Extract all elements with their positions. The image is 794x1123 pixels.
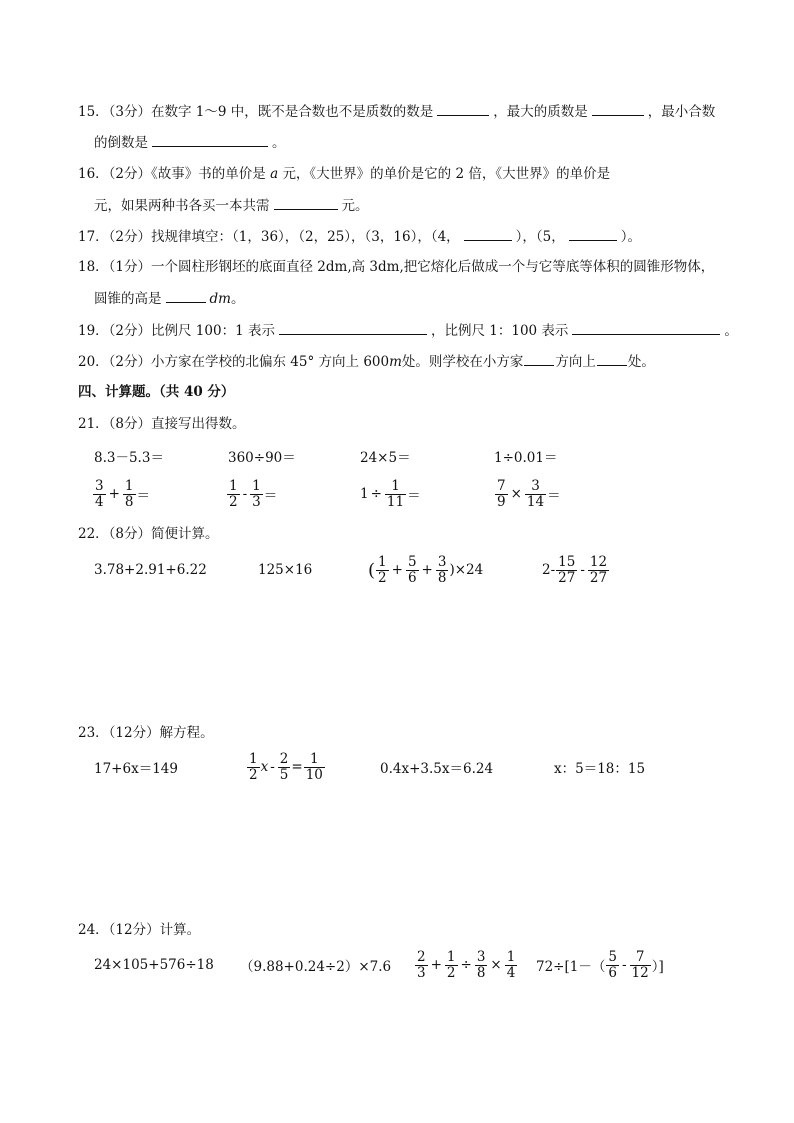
expression: 3.78+2.91+6.22 [94,562,207,578]
question-19: 19．（2分）比例尺 100：1 表示 ，比例尺 1：100 表示 。 [78,320,722,341]
question-24-title: 24．（12分）计算。 [78,922,201,938]
expression: 360÷90＝ [228,450,296,466]
fraction-expression: $\frac{1}{2}$ - $\frac{1}{3}$ ＝ [229,477,278,510]
answer-blank[interactable] [569,226,617,241]
expression: 24×105+576÷18 [94,957,214,973]
section-title: 四、计算题。（共 40 分） [78,384,235,400]
fraction-expression: ( $\frac{1}{2}$ + $\frac{5}{6}$ + $\frac{3}{8}$ )×24 [368,553,484,586]
answer-blank[interactable] [592,101,644,116]
equation: 17+6x＝149 [94,761,178,777]
answer-blank[interactable] [279,320,427,335]
equation: x：5＝18：15 [554,761,646,777]
expression: 8.3－5.3＝ [94,450,164,466]
answer-blank[interactable] [274,195,338,210]
fraction-expression: 1 ÷ $\frac{1}{11}$ ＝ [360,477,421,510]
expression: （9.88+0.24÷2）×7.6 [240,959,392,975]
q21-row-1 [0,436,794,476]
q24-row [0,945,794,985]
question-15-line2: 的倒数是 。 [94,132,722,153]
expression: 125×16 [258,562,313,578]
question-23-title: 23．（12分）解方程。 [78,725,214,741]
answer-blank[interactable] [572,320,720,335]
answer-blank[interactable] [166,288,206,303]
question-21-title: 21．（8分）直接写出得数。 [78,416,246,432]
question-15: 15．（3分）在数字 1～9 中，既不是合数也不是质数的数是 ，最大的质数是 ，最小合数 [78,101,722,122]
answer-blank[interactable] [597,351,627,366]
q23-row [0,747,794,787]
fraction-expression: $\frac{2}{3}$ + $\frac{1}{2}$ ÷ $\frac{3}{8}$ × $\frac{1}{4}$ [417,948,516,981]
expression: 1÷0.01＝ [494,450,558,466]
expression: 24×5＝ [360,450,411,466]
equation: $\frac{1}{2}$ x - $\frac{2}{5}$ = $\frac{1}{10}$ [249,750,323,783]
question-18-line2: 圆锥的高是 dm。 [94,288,722,309]
question-17: 17．（2分）找规律填空：（1，36），（2，25），（3，16），（4， ），（5， ）。 [78,226,722,247]
answer-blank[interactable] [524,351,554,366]
fraction-expression: 72÷[1－（ $\frac{5}{6}$ - $\frac{7}{12}$ ）] [536,948,664,981]
q21-row-2 [0,474,794,514]
question-20: 20．（2分）小方家在学校的北偏东 45° 方向上 600m处。则学校在小方家 方向上 处。 [78,351,722,372]
q22-row [0,550,794,590]
question-16: 16．（2分）《故事》书的单价是 a 元，《大世界》的单价是它的 2 倍，《大世界》的单价是 [78,166,611,182]
answer-blank[interactable] [464,226,512,241]
equation: 0.4x+3.5x＝6.24 [380,761,494,777]
question-16-line2: 元，如果两种书各买一本共需 元。 [94,195,722,216]
answer-blank[interactable] [152,132,268,147]
fraction-expression: $\frac{7}{9}$ × $\frac{3}{14}$ ＝ [497,477,561,510]
question-22-title: 22．（8分）简便计算。 [78,526,219,542]
fraction-expression: 2- $\frac{15}{27}$ - $\frac{12}{27}$ [542,553,608,586]
fraction-expression: $\frac{3}{4}$ + $\frac{1}{8}$ ＝ [95,477,150,510]
answer-blank[interactable] [437,101,489,116]
question-18: 18．（1分）一个圆柱形钢坯的底面直径 2dm,高 3dm,把它熔化后做成一个与它等底等体积的圆锥形物体， [78,259,715,275]
